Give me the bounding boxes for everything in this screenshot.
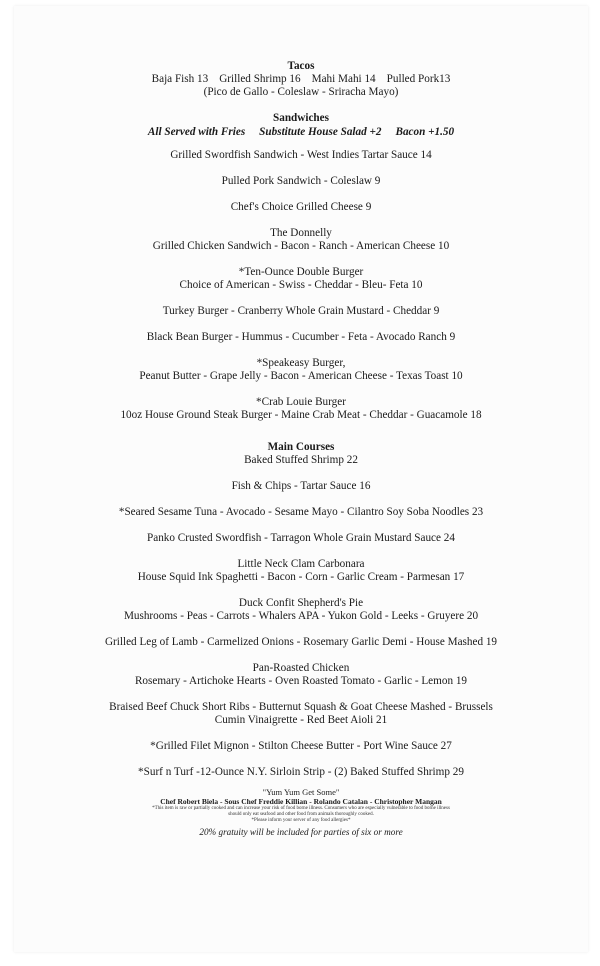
tacos-heading: Tacos <box>287 60 315 72</box>
allergy-notice: *Please inform your server of any food allergies* <box>251 818 351 823</box>
menu-item-name: *Crab Louie Burger <box>256 396 346 408</box>
tacos-section <box>14 60 588 99</box>
sandwich-note: Bacon +1.50 <box>395 126 455 138</box>
menu-item-name: Pan-Roasted Chicken <box>252 662 350 674</box>
menu-item-name: Duck Confit Shepherd's Pie <box>238 597 364 609</box>
menu-item-name: Braised Beef Chuck Short Ribs - Butternut Squash & Goat Cheese Mashed - Brussels <box>109 701 493 713</box>
menu-item-name: *Ten-Ounce Double Burger <box>238 266 364 278</box>
menu-content <box>14 60 588 838</box>
tagline: "Yum Yum Get Some" <box>262 787 340 797</box>
menu-item: *Grilled Filet Mignon - Stilton Cheese Butter - Port Wine Sauce 27 <box>150 740 452 752</box>
menu-item: Grilled Swordfish Sandwich - West Indies Tartar Sauce 14 <box>170 149 432 161</box>
menu-item: *Seared Sesame Tuna - Avocado - Sesame Mayo - Cilantro Soy Soba Noodles 23 <box>118 506 484 518</box>
menu-item: Grilled Leg of Lamb - Carmelized Onions - Rosemary Garlic Demi - House Mashed 19 <box>104 636 498 648</box>
menu-item: Baked Stuffed Shrimp 22 <box>244 454 358 466</box>
menu-item: Fish & Chips - Tartar Sauce 16 <box>231 480 371 492</box>
gratuity-notice: 20% gratuity will be included for parties of six or more <box>199 827 403 837</box>
menu-page <box>14 6 588 952</box>
menu-item-desc: Cumin Vinaigrette - Red Beet Aioli 21 <box>214 714 388 726</box>
main-courses-heading: Main Courses <box>267 441 335 453</box>
menu-item: Panko Crusted Swordfish - Tarragon Whole Grain Mustard Sauce 24 <box>147 532 455 544</box>
taco-item: Mahi Mahi 14 <box>311 73 376 85</box>
sandwiches-section <box>14 112 588 422</box>
menu-item: Chef's Choice Grilled Cheese 9 <box>230 201 372 213</box>
menu-item-desc: Grilled Chicken Sandwich - Bacon - Ranch - American Cheese 10 <box>152 240 450 252</box>
menu-item-desc: Rosemary - Artichoke Hearts - Oven Roasted Tomato - Garlic - Lemon 19 <box>134 675 468 687</box>
menu-item: *Surf n Turf -12-Ounce N.Y. Sirloin Strip - (2) Baked Stuffed Shrimp 29 <box>138 766 464 778</box>
main-courses-section <box>14 441 588 779</box>
sandwich-note: Substitute House Salad +2 <box>259 126 382 138</box>
raw-food-disclaimer: *This item is raw or partially cooked and can increase your risk of food borne illness. Consumers who are especially vulnerable to food borne illness <box>152 806 450 811</box>
menu-item-name: *Speakeasy Burger, <box>256 357 346 369</box>
menu-item-desc: Mushrooms - Peas - Carrots - Whalers APA - Yukon Gold - Leeks - Gruyere 20 <box>123 610 479 622</box>
menu-item-desc: 10oz House Ground Steak Burger - Maine Crab Meat - Cheddar - Guacamole 18 <box>120 409 482 421</box>
menu-item-name: The Donnelly <box>270 227 332 239</box>
chef-credits: Chef Robert Biela - Sous Chef Freddie Killian - Rolando Catalan - Christopher Mangan <box>160 797 442 806</box>
sandwich-note: All Served with Fries <box>147 126 246 138</box>
tacos-toppings: (Pico de Gallo - Coleslaw - Sriracha Mayo) <box>203 86 399 98</box>
menu-item-desc: House Squid Ink Spaghetti - Bacon - Corn - Garlic Cream - Parmesan 17 <box>137 571 465 583</box>
raw-food-disclaimer: should only eat seafood and other food from animals thoroughly cooked. <box>228 812 374 817</box>
menu-item-desc: Peanut Butter - Grape Jelly - Bacon - American Cheese - Texas Toast 10 <box>139 370 463 382</box>
menu-footer <box>14 787 588 838</box>
sandwiches-notes <box>14 125 588 139</box>
menu-item: Turkey Burger - Cranberry Whole Grain Mustard - Cheddar 9 <box>162 305 440 317</box>
taco-item: Grilled Shrimp 16 <box>219 73 301 85</box>
menu-item: Pulled Pork Sandwich - Coleslaw 9 <box>221 175 381 187</box>
menu-item: Black Bean Burger - Hummus - Cucumber - Feta - Avocado Ranch 9 <box>146 331 456 343</box>
taco-item: Baja Fish 13 <box>151 73 209 85</box>
menu-item-desc: Choice of American - Swiss - Cheddar - Bleu- Feta 10 <box>179 279 423 291</box>
taco-item: Pulled Pork13 <box>386 73 451 85</box>
tacos-items <box>14 73 588 86</box>
sandwiches-heading: Sandwiches <box>273 112 329 124</box>
menu-item-name: Little Neck Clam Carbonara <box>237 558 365 570</box>
